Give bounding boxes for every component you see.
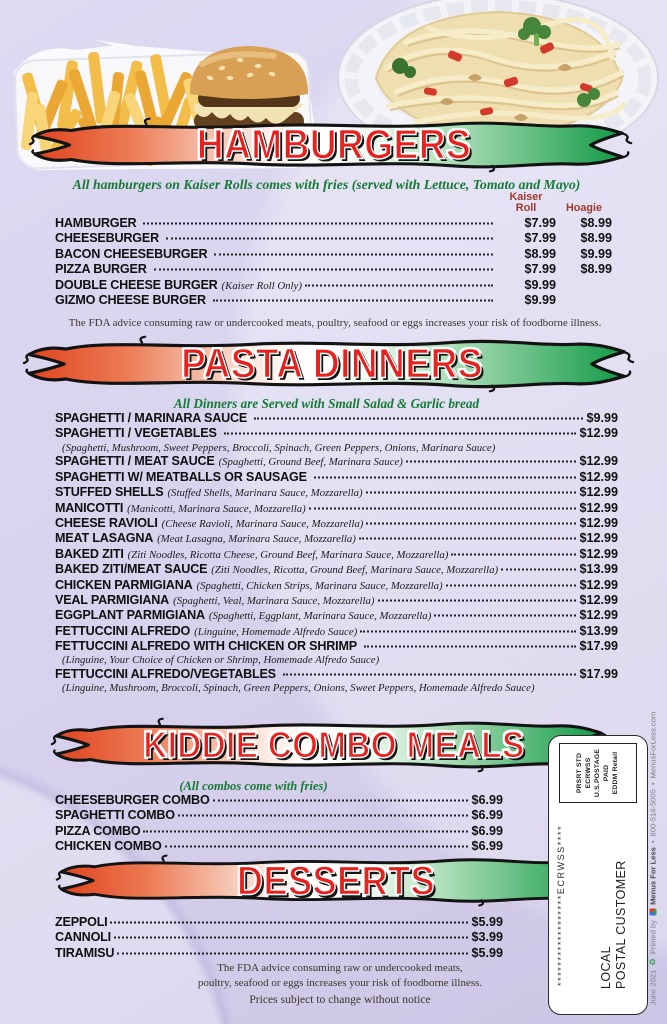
menu-item-row	[55, 516, 618, 531]
kiddie-list	[55, 793, 503, 855]
pasta-title: PASTA DINNERS	[181, 340, 483, 387]
item-name: HAMBURGER	[55, 216, 137, 230]
item-price: $12.99	[579, 577, 618, 592]
dotted-leader	[305, 284, 493, 286]
permit-line: PRSRT STD	[576, 752, 584, 794]
kaiser-price: $9.99	[524, 277, 556, 292]
fda-line1: The FDA advice consuming raw or undercooked meats,	[217, 962, 463, 974]
item-price: $12.99	[579, 592, 618, 607]
item-price: $12.99	[579, 426, 618, 441]
hamburgers-banner	[28, 116, 640, 174]
item-desc: (Spaghetti, Veal, Marinara Sauce, Mozzarella)	[173, 594, 375, 607]
hamburgers-title: HAMBURGERS	[196, 121, 472, 168]
item-name: CHEESEBURGER	[55, 231, 159, 246]
kiddie-banner	[50, 716, 618, 774]
dotted-leader	[451, 553, 576, 555]
dotted-leader	[366, 492, 577, 494]
kaiser-roll-column-header: Kaiser Roll	[509, 191, 543, 214]
item-desc: (Cheese Ravioli, Marinara Sauce, Mozzarella)	[161, 517, 364, 530]
item-price: $12.99	[579, 485, 618, 500]
menu-item	[55, 411, 618, 426]
dotted-leader	[359, 538, 577, 540]
kiddie-title: KIDDIE COMBO MEALS	[143, 723, 525, 766]
item-price: $12.99	[579, 454, 618, 469]
credit-company: Menus For Less	[648, 847, 658, 905]
item-price: $6.99	[471, 793, 503, 807]
dotted-leader	[314, 476, 577, 478]
item-desc: (Manicotti, Marinara Sauce, Mozzarella)	[127, 502, 306, 515]
item-name: MANICOTTI	[55, 500, 124, 515]
item-price: $3.99	[471, 930, 503, 945]
menu-item-row	[55, 839, 503, 854]
item-price: $12.99	[579, 469, 618, 484]
menu-item-row	[55, 216, 612, 231]
item-desc: (Spaghetti, Eggplant, Marinara Sauce, Mozzarella)	[208, 610, 432, 623]
pasta-note: All Dinners are Served with Small Salad & Garlic bread	[173, 396, 480, 411]
pasta-list	[55, 411, 618, 695]
menu-item-row	[55, 247, 612, 262]
dotted-leader	[143, 830, 468, 832]
hamburgers-column-headers	[55, 192, 612, 214]
credit-website: MenusForLess.com	[648, 711, 658, 779]
menu-item	[55, 547, 618, 562]
item-name: TIRAMISU	[55, 945, 115, 960]
permit-line: EDDM Retail	[612, 751, 620, 795]
menu-item-row	[55, 426, 618, 441]
dotted-leader	[110, 922, 468, 924]
menu-item-row	[55, 293, 612, 308]
item-price: $5.99	[471, 915, 503, 929]
ecrwss-route-line: ******************ECRWSS****	[556, 824, 566, 986]
hamburgers-note: All hamburgers on Kaiser Rolls comes with fries (served with Lettuce, Tomato and Mayo)	[72, 177, 581, 192]
menus-for-less-logo-icon	[650, 909, 657, 916]
menu-item-row	[55, 485, 618, 500]
credit-printed-by: Printed by	[648, 919, 658, 955]
menu-item-row	[55, 793, 503, 808]
dotted-leader	[143, 223, 493, 225]
menu-item	[55, 639, 618, 667]
menu-item-row	[55, 262, 612, 277]
permit-line: PAID	[603, 764, 611, 782]
menu-item-row	[55, 608, 618, 623]
item-desc: (Spaghetti, Ground Beef, Marinara Sauce)	[218, 456, 403, 469]
dotted-leader	[406, 461, 577, 463]
kaiser-price: $9.99	[524, 292, 556, 307]
hoagie-column-header: Hoagie	[566, 202, 602, 214]
dotted-leader	[360, 630, 576, 632]
menu-item-row	[55, 593, 618, 608]
item-name: SPAGHETTI / VEGETABLES	[55, 426, 217, 441]
item-name: SPAGHETTI / MARINARA SAUCE	[55, 411, 248, 425]
item-name: EGGPLANT PARMIGIANA	[55, 608, 205, 623]
item-desc: (Stuffed Shells, Marinara Sauce, Mozzarella)	[167, 487, 363, 500]
menu-item-row	[55, 915, 503, 930]
menu-item	[55, 501, 618, 516]
item-name: CHEESEBURGER COMBO	[55, 793, 210, 807]
menu-item	[55, 624, 618, 639]
menu-item-row	[55, 562, 618, 577]
item-desc: (Spaghetti, Chicken Strips, Marinara Sauce, Mozzarella)	[196, 579, 443, 592]
item-name: BACON CHEESEBURGER	[55, 246, 208, 261]
kaiser-price: $7.99	[524, 231, 556, 246]
desserts-banner	[55, 853, 617, 908]
item-name: DOUBLE CHEESE BURGER	[55, 277, 218, 292]
fda-line2: poultry, seafood or eggs increases your risk of foodborne illness.	[197, 976, 483, 989]
dotted-leader	[283, 674, 577, 676]
recipient-line1: LOCAL	[599, 946, 613, 989]
menu-item	[55, 426, 618, 454]
menu-item-row	[55, 278, 612, 293]
item-sub-description: (Linguine, Mushroom, Broccoli, Spinach, Green Peppers, Onions, Sweet Peppers, Homemade Alfredo Sauce)	[62, 682, 535, 695]
dotted-leader	[165, 846, 469, 848]
dotted-leader	[364, 646, 577, 648]
item-price: $6.99	[471, 808, 503, 823]
permit-line: U.S.POSTAGE	[594, 748, 602, 798]
menu-item-row	[55, 667, 618, 682]
item-name: STUFFED SHELLS	[55, 485, 164, 500]
menu-item-row	[55, 501, 618, 516]
item-name: FETTUCCINI ALFREDO	[55, 623, 191, 638]
recycle-icon: ♻	[647, 958, 658, 966]
item-price: $9.99	[586, 411, 618, 425]
dotted-leader	[434, 615, 576, 617]
menu-item	[55, 667, 618, 695]
menu-item	[55, 516, 618, 531]
menu-item-row	[55, 531, 618, 546]
kiddie-note: (All combos come with fries)	[179, 779, 328, 793]
item-desc: (Kaiser Roll Only)	[221, 279, 302, 292]
item-name: ZEPPOLI	[55, 915, 108, 929]
item-name: PIZZA COMBO	[55, 823, 141, 838]
dotted-leader	[309, 507, 577, 509]
desserts-title: DESSERTS	[236, 856, 436, 903]
item-name: SPAGHETTI / MEAT SAUCE	[55, 454, 215, 469]
menu-item-row	[55, 578, 618, 593]
dotted-leader	[446, 584, 577, 586]
item-name: SPAGHETTI COMBO	[55, 808, 175, 823]
pasta-banner	[22, 334, 642, 394]
recipient-line2: POSTAL CUSTOMER	[614, 860, 628, 989]
permit-line: ECRWSS	[585, 757, 593, 789]
dotted-leader	[213, 800, 469, 802]
item-name: MEAT LASAGNA	[55, 531, 154, 546]
dotted-leader	[178, 815, 469, 817]
menu-item-row	[55, 624, 618, 639]
eddm-postal-label	[548, 735, 648, 1015]
item-name: SPAGHETTI W/ MEATBALLS OR SAUSAGE	[55, 469, 307, 484]
menu-item-row	[55, 639, 618, 654]
dotted-leader	[214, 253, 493, 255]
credit-phone: 800-514-5005	[648, 789, 658, 837]
item-name: FETTUCCINI ALFREDO/VEGETABLES	[55, 667, 276, 682]
credit-date: June 2021	[648, 969, 658, 1006]
dotted-leader	[378, 599, 577, 601]
printer-credit	[647, 698, 660, 1020]
dotted-leader	[213, 299, 493, 301]
item-desc: (Meat Lasagna, Marinara Sauce, Mozzarella)	[157, 533, 356, 546]
menu-item	[55, 593, 618, 608]
item-price: $12.99	[579, 531, 618, 546]
fda-note-hamburgers: The FDA advice consuming raw or undercooked meats, poultry, seafood or eggs increases your risk of foodborne illness.	[68, 317, 602, 329]
dotted-leader	[166, 238, 493, 240]
dotted-leader	[114, 937, 469, 939]
menu-item	[55, 562, 618, 577]
menu-item	[55, 470, 618, 485]
menu-item	[55, 578, 618, 593]
item-price: $12.99	[579, 515, 618, 530]
item-price: $12.99	[579, 500, 618, 515]
menu-item-row	[55, 930, 503, 945]
menu-item-row	[55, 824, 503, 839]
hamburgers-list	[55, 192, 612, 308]
menu-item-row	[55, 808, 503, 823]
desserts-list	[55, 915, 503, 961]
postal-recipient	[599, 860, 629, 989]
item-price: $6.99	[471, 823, 503, 838]
menu-item-row	[55, 946, 503, 961]
item-sub-description: (Spaghetti, Mushroom, Sweet Peppers, Broccoli, Spinach, Green Peppers, Onions, Marinara Sauce)	[62, 441, 496, 454]
menu-item	[55, 485, 618, 500]
item-name: GIZMO CHEESE BURGER	[55, 292, 206, 307]
item-desc: (Ziti Noodles, Ricotta Cheese, Ground Beef, Marinara Sauce, Mozzarella)	[127, 548, 449, 561]
item-price: $5.99	[471, 945, 503, 960]
item-price: $6.99	[471, 839, 503, 854]
menu-item-row	[55, 547, 618, 562]
hoagie-price: $8.99	[580, 216, 612, 230]
hoagie-price: $9.99	[580, 246, 612, 261]
dotted-leader	[254, 418, 583, 420]
credit-separator: •	[648, 840, 658, 844]
kaiser-price: $8.99	[524, 246, 556, 261]
item-price: $12.99	[579, 608, 618, 623]
menu-item-row	[55, 411, 618, 426]
credit-separator: •	[648, 782, 658, 786]
item-sub-description: (Linguine, Your Choice of Chicken or Shrimp, Homemade Alfredo Sauce)	[62, 654, 380, 667]
dotted-leader	[117, 952, 468, 954]
item-price: $17.99	[579, 639, 618, 654]
menu-item-row	[55, 470, 618, 485]
postage-permit-box	[559, 743, 637, 803]
item-price: $17.99	[579, 667, 618, 682]
item-price: $13.99	[579, 623, 618, 638]
menu-item-row	[55, 454, 618, 469]
item-price: $13.99	[579, 562, 618, 577]
menu-item	[55, 531, 618, 546]
kaiser-price: $7.99	[524, 216, 556, 230]
hoagie-price: $8.99	[580, 231, 612, 246]
item-desc: (Ziti Noodles, Ricotta, Ground Beef, Marinara Sauce, Mozzarella)	[211, 564, 499, 577]
kaiser-price: $7.99	[524, 262, 556, 277]
prices-disclaimer: Prices subject to change without notice	[249, 993, 431, 1006]
dotted-leader	[366, 522, 576, 524]
fda-note-desserts	[90, 961, 590, 990]
menu-item-row	[55, 231, 612, 246]
dotted-leader	[501, 569, 576, 571]
dotted-leader	[224, 433, 577, 435]
item-name: FETTUCCINI ALFREDO WITH CHICKEN OR SHRIMP	[55, 639, 357, 654]
menu-item	[55, 608, 618, 623]
hoagie-price: $8.99	[580, 262, 612, 277]
item-name: BAKED ZITI/MEAT SAUCE	[55, 562, 208, 577]
item-price: $12.99	[579, 546, 618, 561]
item-name: CANNOLI	[55, 930, 111, 945]
item-name: CHICKEN PARMIGIANA	[55, 577, 193, 592]
item-name: CHEESE RAVIOLI	[55, 515, 158, 530]
item-name: PIZZA BURGER	[55, 262, 147, 277]
item-name: BAKED ZITI	[55, 546, 124, 561]
item-desc: (Linguine, Homemade Alfredo Sauce)	[194, 625, 358, 638]
dotted-leader	[154, 269, 493, 271]
item-name: CHICKEN COMBO	[55, 839, 162, 854]
item-name: VEAL PARMIGIANA	[55, 592, 170, 607]
menu-item	[55, 454, 618, 469]
